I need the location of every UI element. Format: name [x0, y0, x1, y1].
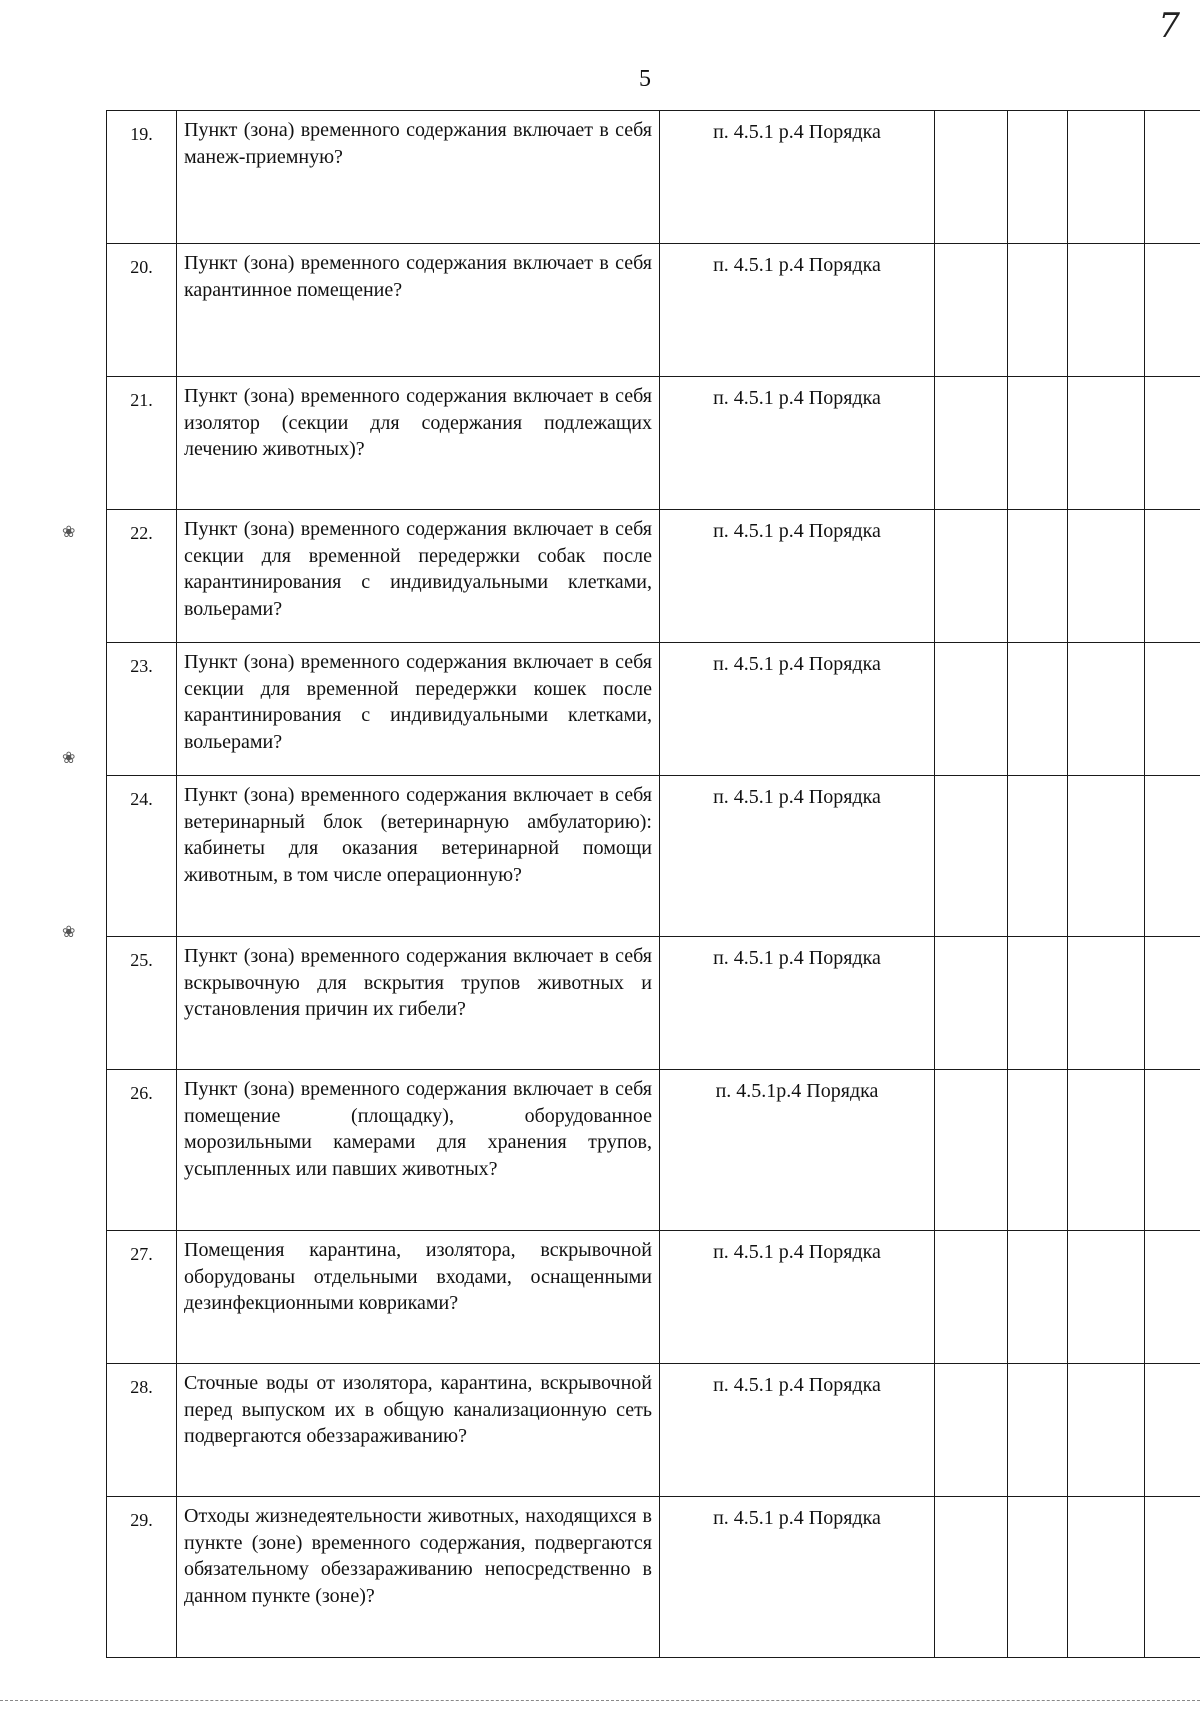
- row-number: 27.: [107, 1231, 177, 1364]
- question-cell: Пункт (зона) временного содержания включает в себя карантинное помещение?: [177, 244, 660, 377]
- table-row: [107, 1364, 1200, 1497]
- answer-cell-note: [1145, 1497, 1200, 1658]
- reference-cell: п. 4.5.1 р.4 Порядка: [660, 937, 935, 1070]
- answer-cell-yes: [935, 937, 1008, 1070]
- answer-cell-no: [1008, 1497, 1068, 1658]
- table-row: [107, 244, 1200, 377]
- table-row: [107, 510, 1200, 643]
- answer-cell-not-applicable: [1068, 776, 1145, 937]
- reference-cell: п. 4.5.1 р.4 Порядка: [660, 244, 935, 377]
- row-number: 20.: [107, 244, 177, 377]
- page-number: 5: [639, 66, 651, 92]
- row-number: 22.: [107, 510, 177, 643]
- reference-cell: п. 4.5.1р.4 Порядка: [660, 1070, 935, 1231]
- bottom-scan-rule: [0, 1700, 1200, 1701]
- question-cell: Пункт (зона) временного содержания включает в себя вскрывочную для вскрытия трупов животных и установления причин их гибели?: [177, 937, 660, 1070]
- answer-cell-note: [1145, 1070, 1200, 1231]
- answer-cell-yes: [935, 244, 1008, 377]
- answer-cell-no: [1008, 1070, 1068, 1231]
- reference-cell: п. 4.5.1 р.4 Порядка: [660, 1364, 935, 1497]
- reference-cell: п. 4.5.1 р.4 Порядка: [660, 1497, 935, 1658]
- question-cell: Пункт (зона) временного содержания включает в себя изолятор (секции для содержания подлежащих лечению животных)?: [177, 377, 660, 510]
- reference-cell: п. 4.5.1 р.4 Порядка: [660, 111, 935, 244]
- margin-scan-mark: ❀: [62, 924, 76, 941]
- answer-cell-note: [1145, 377, 1200, 510]
- answer-cell-not-applicable: [1068, 643, 1145, 776]
- answer-cell-note: [1145, 510, 1200, 643]
- table-row: [107, 1231, 1200, 1364]
- question-cell: Помещения карантина, изолятора, вскрывочной оборудованы отдельными входами, оснащенными дезинфекционными ковриками?: [177, 1231, 660, 1364]
- answer-cell-no: [1008, 643, 1068, 776]
- answer-cell-yes: [935, 1070, 1008, 1231]
- answer-cell-note: [1145, 111, 1200, 244]
- question-cell: Сточные воды от изолятора, карантина, вскрывочной перед выпуском их в общую канализационную сеть подвергаются обеззараживанию?: [177, 1364, 660, 1497]
- answer-cell-yes: [935, 1231, 1008, 1364]
- table-row: [107, 1070, 1200, 1231]
- answer-cell-not-applicable: [1068, 111, 1145, 244]
- margin-scan-mark: ❀: [62, 750, 76, 767]
- answer-cell-no: [1008, 111, 1068, 244]
- answer-cell-note: [1145, 643, 1200, 776]
- row-number: 19.: [107, 111, 177, 244]
- table-row: [107, 377, 1200, 510]
- row-number: 25.: [107, 937, 177, 1070]
- row-number: 28.: [107, 1364, 177, 1497]
- margin-scan-mark: ❀: [62, 524, 76, 541]
- row-number: 29.: [107, 1497, 177, 1658]
- reference-cell: п. 4.5.1 р.4 Порядка: [660, 1231, 935, 1364]
- question-cell: Пункт (зона) временного содержания включает в себя манеж-приемную?: [177, 111, 660, 244]
- table-row: [107, 111, 1200, 244]
- answer-cell-note: [1145, 776, 1200, 937]
- answer-cell-no: [1008, 377, 1068, 510]
- answer-cell-note: [1145, 244, 1200, 377]
- answer-cell-yes: [935, 111, 1008, 244]
- row-number: 26.: [107, 1070, 177, 1231]
- answer-cell-not-applicable: [1068, 510, 1145, 643]
- answer-cell-no: [1008, 776, 1068, 937]
- checklist-table: [106, 110, 1200, 1658]
- answer-cell-note: [1145, 1364, 1200, 1497]
- table-row: [107, 937, 1200, 1070]
- answer-cell-not-applicable: [1068, 1497, 1145, 1658]
- reference-cell: п. 4.5.1 р.4 Порядка: [660, 776, 935, 937]
- reference-cell: п. 4.5.1 р.4 Порядка: [660, 643, 935, 776]
- reference-cell: п. 4.5.1 р.4 Порядка: [660, 510, 935, 643]
- answer-cell-note: [1145, 1231, 1200, 1364]
- answer-cell-not-applicable: [1068, 1364, 1145, 1497]
- question-cell: Пункт (зона) временного содержания включает в себя секции для временной передержки собак после карантинирования с индивидуальными клетками, вольерами?: [177, 510, 660, 643]
- answer-cell-no: [1008, 1231, 1068, 1364]
- row-number: 23.: [107, 643, 177, 776]
- question-cell: Отходы жизнедеятельности животных, находящихся в пункте (зоне) временного содержания, подвергаются обязательному обеззараживанию непосредственно в данном пункте (зоне)?: [177, 1497, 660, 1658]
- question-cell: Пункт (зона) временного содержания включает в себя помещение (площадку), оборудованное морозильными камерами для хранения трупов, усыпленных или павших животных?: [177, 1070, 660, 1231]
- table-row: [107, 1497, 1200, 1658]
- answer-cell-yes: [935, 643, 1008, 776]
- answer-cell-not-applicable: [1068, 244, 1145, 377]
- table-row: [107, 776, 1200, 937]
- answer-cell-not-applicable: [1068, 1070, 1145, 1231]
- answer-cell-not-applicable: [1068, 377, 1145, 510]
- answer-cell-note: [1145, 937, 1200, 1070]
- answer-cell-yes: [935, 510, 1008, 643]
- reference-cell: п. 4.5.1 р.4 Порядка: [660, 377, 935, 510]
- table-row: [107, 643, 1200, 776]
- answer-cell-yes: [935, 776, 1008, 937]
- answer-cell-yes: [935, 1497, 1008, 1658]
- question-cell: Пункт (зона) временного содержания включает в себя секции для временной передержки кошек после карантинирования с индивидуальными клетками, вольерами?: [177, 643, 660, 776]
- answer-cell-no: [1008, 1364, 1068, 1497]
- answer-cell-no: [1008, 937, 1068, 1070]
- row-number: 24.: [107, 776, 177, 937]
- handwritten-page-mark: 7: [1158, 6, 1180, 46]
- answer-cell-yes: [935, 377, 1008, 510]
- answer-cell-not-applicable: [1068, 937, 1145, 1070]
- answer-cell-no: [1008, 244, 1068, 377]
- row-number: 21.: [107, 377, 177, 510]
- answer-cell-no: [1008, 510, 1068, 643]
- answer-cell-yes: [935, 1364, 1008, 1497]
- answer-cell-not-applicable: [1068, 1231, 1145, 1364]
- question-cell: Пункт (зона) временного содержания включает в себя ветеринарный блок (ветеринарную амбулаторию): кабинеты для оказания ветеринарной помощи животным, в том числе операционную?: [177, 776, 660, 937]
